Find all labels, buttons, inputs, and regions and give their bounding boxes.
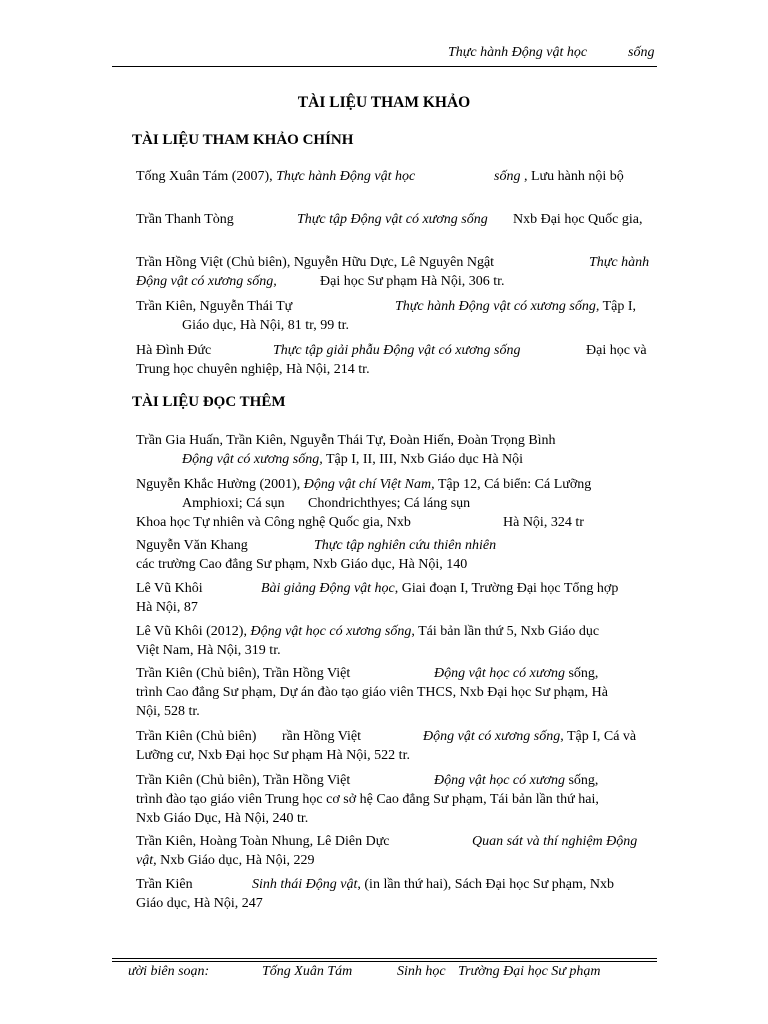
ref-publisher: Nxb Giáo Dục, Hà Nội, 240 tr. <box>136 811 309 826</box>
ref-title: Thực hành Động vật học <box>276 169 416 184</box>
ref-volume: , Tập 12, Cá biển: Cá Lưỡng <box>431 477 592 492</box>
reference-line <box>136 210 656 229</box>
footer-compiler-label: ười biên soạn: <box>128 964 210 979</box>
reference-item <box>136 431 656 469</box>
reference-line <box>136 167 656 186</box>
ref-title: Động vật học có xương sống <box>250 624 412 639</box>
ref-author: Nguyễn Khắc Hường (2001), <box>136 477 304 492</box>
reference-line <box>136 641 656 660</box>
ref-author: Lê Vũ Khôi (2012), <box>136 624 251 639</box>
reference-line <box>136 360 656 379</box>
reference-line <box>136 341 656 360</box>
ref-title: Động vật học có xương <box>434 773 565 788</box>
reference-item <box>136 536 656 574</box>
reference-line <box>136 746 656 765</box>
ref-publisher: Nxb Đại học Quốc gia, <box>513 212 643 227</box>
footer-rule <box>112 958 657 959</box>
ref-publisher: Giáo dục, Hà Nội, 81 tr, 99 tr. <box>182 318 350 333</box>
ref-publisher: , Tái bản lần thứ 5, Nxb Giáo dục <box>411 624 600 639</box>
ref-publisher: Đại học và <box>586 343 647 358</box>
reference-line <box>136 683 656 702</box>
ref-title: Động vật học có xương <box>434 666 565 681</box>
reference-line <box>136 494 656 513</box>
ref-author: Trần Kiên, Hoàng Toàn Nhung, Lê Diên Dực <box>136 834 390 849</box>
ref-author: Trần Kiên (Chủ biên) <box>136 729 257 744</box>
ref-publisher: , Lưu hành nội bộ <box>524 169 624 184</box>
ref-detail: Amphioxi; Cá sụn <box>182 496 285 511</box>
ref-title: Động vật chí Việt Nam <box>303 477 432 492</box>
ref-volume: , Tập I, Cá và <box>560 729 637 744</box>
reference-line <box>136 253 656 272</box>
section-heading-main: TÀI LIỆU THAM KHẢO CHÍNH <box>132 132 354 148</box>
ref-publisher: Khoa học Tự nhiên và Công nghệ Quốc gia, Nxb <box>136 515 411 530</box>
ref-title: Động vật có xương sống, <box>182 452 323 467</box>
ref-author: Trần Thanh Tòng <box>136 212 234 227</box>
reference-line <box>136 598 656 617</box>
ref-title: Thực tập nghiên cứu thiên nhiên <box>314 538 497 553</box>
header-rule <box>112 66 657 67</box>
ref-title: Sinh thái Động vật <box>252 877 358 892</box>
reference-line <box>136 297 656 316</box>
reference-item <box>136 297 656 335</box>
reference-line <box>136 851 656 870</box>
reference-item <box>136 771 656 828</box>
ref-author: Lê Vũ Khôi <box>136 581 203 596</box>
ref-title: Thực hành <box>589 255 650 270</box>
ref-author: Trần Gia Huấn, Trần Kiên, Nguyễn Thái Tự, Đoàn Hiến, Đoàn Trọng Bình <box>136 433 556 448</box>
header-title: Thực hành Động vật học <box>448 45 588 60</box>
ref-author: Nguyễn Văn Khang <box>136 538 248 553</box>
ref-publisher: các trường Cao đẳng Sư phạm, Nxb Giáo dục, Hà Nội, 140 <box>136 557 468 572</box>
ref-publisher: Việt Nam, Hà Nội, 319 tr. <box>136 643 281 658</box>
ref-publisher: trình Cao đẳng Sư phạm, Dự án đào tạo giáo viên THCS, Nxb Đại học Sư phạm, Hà <box>136 685 608 700</box>
reference-line <box>136 622 656 641</box>
footer-department: Sinh học <box>397 964 446 979</box>
ref-title: Quan sát và thí nghiệm Động <box>472 834 638 849</box>
ref-publisher: Giáo dục, Hà Nội, 247 <box>136 896 263 911</box>
reference-line <box>136 875 656 894</box>
reference-line <box>136 536 656 555</box>
ref-publisher: , Nxb Giáo dục, Hà Nội, 229 <box>153 853 315 868</box>
ref-title: Thực tập giải phẫu Động vật có xương sống <box>273 343 521 358</box>
reference-line <box>136 894 656 913</box>
reference-line <box>136 475 656 494</box>
reference-line <box>136 513 656 532</box>
reference-item <box>136 832 656 870</box>
reference-item <box>136 664 656 721</box>
ref-author: Tống Xuân Tám (2007), <box>136 169 277 184</box>
ref-author: Hà Đình Đức <box>136 343 212 358</box>
ref-title: Thực hành Động vật có xương sống, <box>395 299 600 314</box>
footer-rule-thin <box>112 961 657 962</box>
ref-title: Động vật có xương sống <box>423 729 561 744</box>
ref-volume: Tập I, <box>599 299 637 314</box>
reference-item <box>136 622 656 660</box>
ref-author: Trần Kiên, Nguyễn Thái Tự <box>136 299 293 314</box>
reference-line <box>136 702 656 721</box>
ref-title: Động vật có xương sống, <box>136 274 277 289</box>
reference-item <box>136 475 656 532</box>
header-title-end: sống <box>628 45 655 60</box>
reference-line <box>136 790 656 809</box>
reference-line <box>136 431 656 450</box>
ref-publisher: Hà Nội, 87 <box>136 600 198 615</box>
reference-line <box>136 316 656 335</box>
ref-publisher: Đại học Sư phạm Hà Nội, 306 tr. <box>320 274 505 289</box>
reference-item <box>136 579 656 617</box>
ref-publisher: Tập I, II, III, Nxb Giáo dục Hà Nội <box>322 452 524 467</box>
footer-university: Trường Đại học Sư phạm <box>458 964 601 979</box>
section-heading-extra: TÀI LIỆU ĐỌC THÊM <box>132 394 286 410</box>
reference-line <box>136 555 656 574</box>
ref-publisher: , Giai đoạn I, Trường Đại học Tổng hợp <box>394 581 619 596</box>
reference-line <box>136 727 656 746</box>
reference-line <box>136 832 656 851</box>
ref-publisher: Hà Nội, 324 tr <box>503 515 584 530</box>
reference-line <box>136 272 656 291</box>
reference-item <box>136 341 656 379</box>
reference-item <box>136 167 656 186</box>
ref-author: Trần Kiên (Chủ biên), Trần Hồng Việt <box>136 666 351 681</box>
ref-author: Trần Kiên <box>136 877 193 892</box>
ref-title: Thực tập Động vật có xương sống <box>297 212 488 227</box>
ref-author: Trần Kiên (Chủ biên), Trần Hồng Việt <box>136 773 351 788</box>
reference-item <box>136 253 656 291</box>
reference-line <box>136 809 656 828</box>
ref-title: Bài giảng Động vật học <box>261 581 395 596</box>
page-title: TÀI LIỆU THAM KHẢO <box>297 94 471 111</box>
ref-publisher: trình đào tạo giáo viên Trung học cơ sở hệ Cao đẳng Sư phạm, Tái bản lần thứ hai, <box>136 792 599 807</box>
footer-author: Tống Xuân Tám <box>262 964 353 979</box>
ref-publisher: Lưỡng cư, Nxb Đại học Sư phạm Hà Nội, 522 tr. <box>136 748 410 763</box>
reference-line <box>136 579 656 598</box>
reference-item <box>136 727 656 765</box>
ref-publisher: , (in lần thứ hai), Sách Đại học Sư phạm, Nxb <box>357 877 615 892</box>
reference-line <box>136 664 656 683</box>
ref-publisher: Nội, 528 tr. <box>136 704 200 719</box>
ref-author: Trần Hồng Việt (Chủ biên), Nguyễn Hữu Dực, Lê Nguyên Ngật <box>136 255 495 270</box>
ref-publisher: Trung học chuyên nghiệp, Hà Nội, 214 tr. <box>136 362 370 377</box>
reference-item <box>136 210 656 229</box>
ref-detail: Chondrichthyes; Cá láng sụn <box>308 496 471 511</box>
ref-title-end: sống, <box>564 666 599 681</box>
ref-author: rần Hồng Việt <box>282 729 361 744</box>
ref-title-end: sống, <box>564 773 599 788</box>
ref-title-end: sống <box>494 169 521 184</box>
reference-line <box>136 450 656 469</box>
reference-item <box>136 875 656 913</box>
ref-title-end: vật <box>136 853 154 868</box>
reference-line <box>136 771 656 790</box>
